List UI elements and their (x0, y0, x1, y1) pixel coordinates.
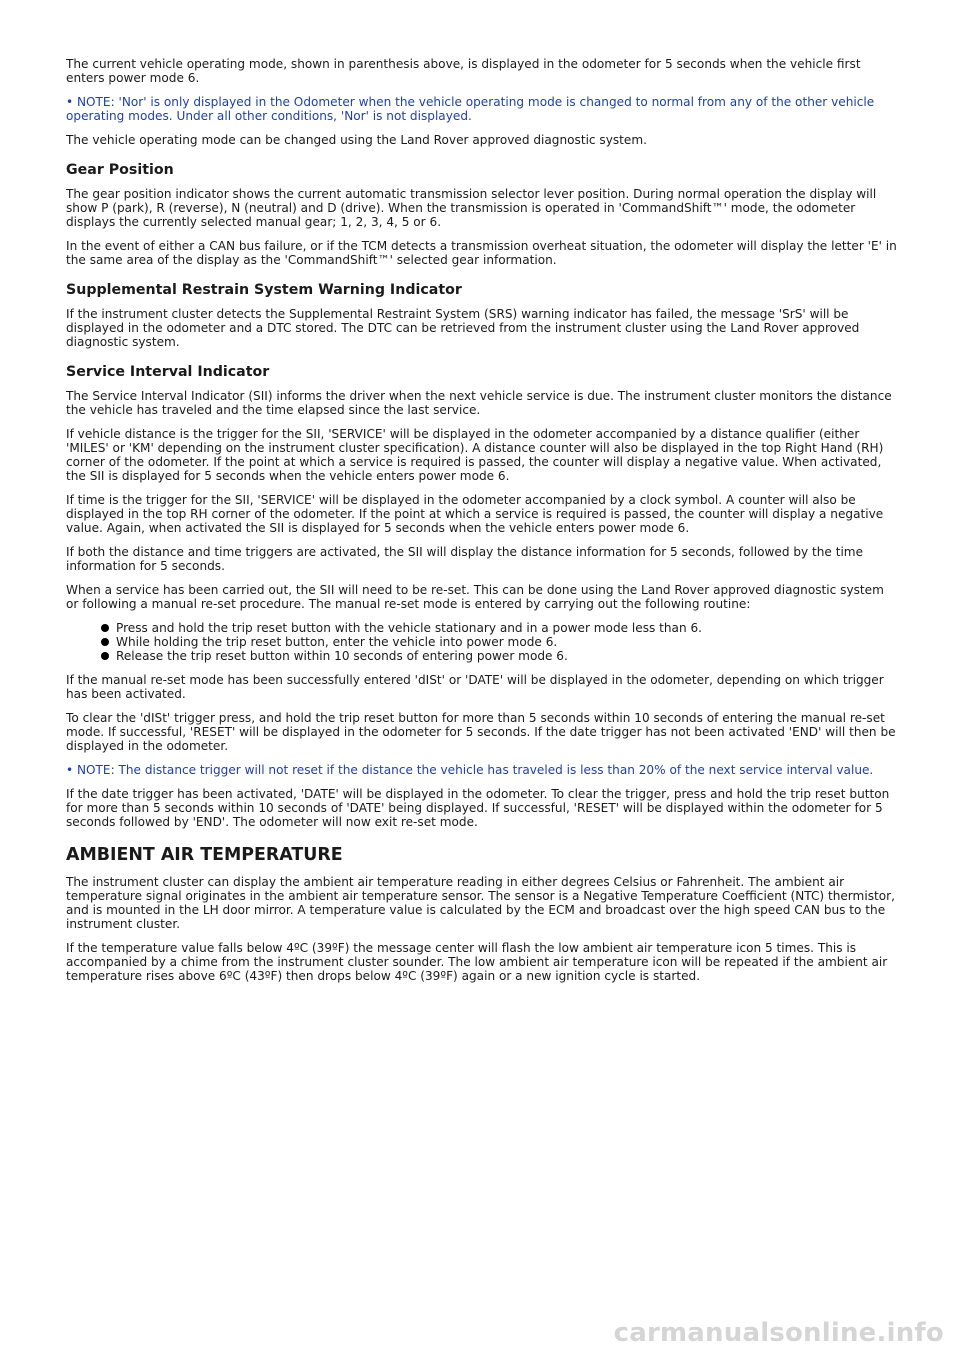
document-page (66, 57, 898, 993)
paragraph: If the instrument cluster detects the Supplemental Restraint System (SRS) warning indicator has failed, the message 'SrS' will be displayed in the odometer and a DTC stored. The DTC can be retrieved from the instrument cluster using the Land Rover approved diagnostic system. (66, 307, 860, 349)
paragraph: The current vehicle operating mode, shown in parenthesis above, is displayed in the odometer for 5 seconds when the vehicle first enters power mode 6. (66, 57, 861, 85)
list-item (116, 621, 898, 635)
bullet-icon (101, 652, 109, 660)
paragraph: If the temperature value falls below 4ºC (39ºF) the message center will flash the low ambient air temperature icon 5 times. This is accompanied by a chime from the instrument cluster sounder. The low ambient air temperature icon will be repeated if the ambient air temperature rises above 6ºC (43ºF) then drops below 4ºC (39ºF) again or a new ignition cycle is started. (66, 941, 888, 983)
bullet-icon (101, 638, 109, 646)
reset-steps-list (66, 621, 898, 663)
paragraph: The gear position indicator shows the current automatic transmission selector lever position. During normal operation the display will show P (park), R (reverse), N (neutral) and D (drive). When the transmission is operated in 'CommandShift™' mode, the odometer displays the currently selected manual gear; 1, 2, 3, 4, 5 or 6. (66, 187, 877, 229)
list-item-text: Press and hold the trip reset button with the vehicle stationary and in a power mode less than 6. (116, 621, 703, 635)
paragraph: If the date trigger has been activated, 'DATE' will be displayed in the odometer. To clear the trigger, press and hold the trip reset button for more than 5 seconds within 10 seconds of 'DATE' being displayed. If successful, 'RESET' will be displayed within the odometer for 5 seconds followed by 'END'. The odometer will now exit re-set mode. (66, 787, 890, 829)
list-item-text: Release the trip reset button within 10 seconds of entering power mode 6. (116, 649, 568, 663)
paragraph: To clear the 'dISt' trigger press, and hold the trip reset button for more than 5 seconds within 10 seconds of entering the manual re-set mode. If successful, 'RESET' will be displayed in the odometer for 5 seconds. If the date trigger has not been activated 'END' will then be displayed in the odometer. (66, 711, 896, 753)
paragraph: If vehicle distance is the trigger for the SII, 'SERVICE' will be displayed in the odometer accompanied by a distance qualifier (either 'MILES' or 'KM' depending on the instrument cluster specification). A distance counter will also be displayed in the top Right Hand (RH) corner of the odometer. If the point at which a service is required is passed, the counter will display a negative value. When activated, the SII is displayed for 5 seconds when the vehicle enters power mode 6. (66, 427, 884, 483)
paragraph: In the event of either a CAN bus failure, or if the TCM detects a transmission overheat situation, the odometer will display the letter 'E' in the same area of the display as the 'CommandShift™' selected gear information. (66, 239, 897, 267)
section-heading-srs: Supplemental Restrain System Warning Indicator (66, 282, 462, 298)
paragraph: If time is the trigger for the SII, 'SERVICE' will be displayed in the odometer accompanied by a clock symbol. A counter will also be displayed in the top RH corner of the odometer. If the point at which a service is required is passed, the counter will display a negative value. Again, when activated the SII is displayed for 5 seconds when the vehicle enters power mode 6. (66, 493, 884, 535)
list-item-text: While holding the trip reset button, enter the vehicle into power mode 6. (116, 635, 558, 649)
note-paragraph: • NOTE: The distance trigger will not reset if the distance the vehicle has traveled is less than 20% of the next service interval value. (66, 763, 874, 777)
paragraph: If both the distance and time triggers are activated, the SII will display the distance information for 5 seconds, followed by the time information for 5 seconds. (66, 545, 864, 573)
paragraph: When a service has been carried out, the SII will need to be re-set. This can be done using the Land Rover approved diagnostic system or following a manual re-set procedure. The manual re-set mode is entered by carrying out the following routine: (66, 583, 884, 611)
paragraph: If the manual re-set mode has been successfully entered 'dISt' or 'DATE' will be displayed in the odometer, depending on which trigger has been activated. (66, 673, 884, 701)
paragraph: The vehicle operating mode can be changed using the Land Rover approved diagnostic system. (66, 133, 647, 147)
note-paragraph: • NOTE: 'Nor' is only displayed in the Odometer when the vehicle operating mode is changed to normal from any of the other vehicle operating modes. Under all other conditions, 'Nor' is not displayed. (66, 95, 875, 123)
watermark-logo: carmanualsonline.info (613, 1318, 944, 1348)
list-item (116, 635, 898, 649)
paragraph: The instrument cluster can display the ambient air temperature reading in either degrees Celsius or Fahrenheit. The ambient air temperature signal originates in the ambient air temperature sensor. The sensor is a Negative Temperature Coefficient (NTC) thermistor, and is mounted in the LH door mirror. A temperature value is calculated by the ECM and broadcast over the high speed CAN bus to the instrument cluster. (66, 875, 895, 931)
section-heading-ambient-air: AMBIENT AIR TEMPERATURE (66, 845, 343, 865)
list-item (116, 649, 898, 663)
section-heading-service-interval: Service Interval Indicator (66, 364, 270, 380)
paragraph: The Service Interval Indicator (SII) informs the driver when the next vehicle service is due. The instrument cluster monitors the distance the vehicle has traveled and the time elapsed since the last service. (66, 389, 892, 417)
bullet-icon (101, 624, 109, 632)
section-heading-gear-position: Gear Position (66, 162, 174, 178)
